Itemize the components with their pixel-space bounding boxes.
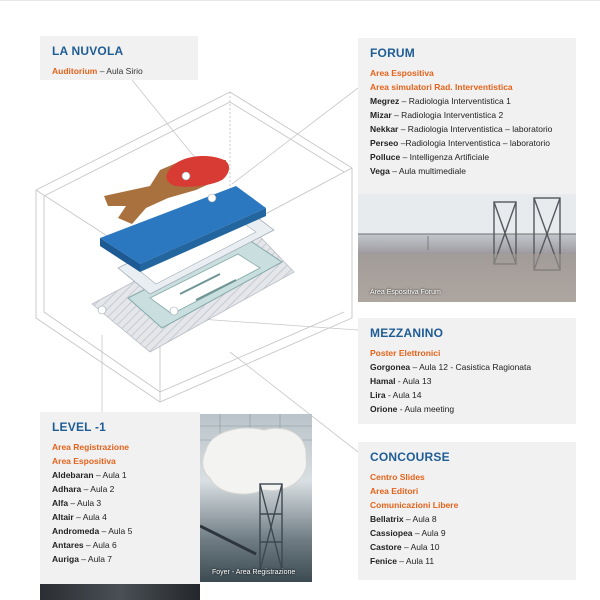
- list-item: Antares – Aula 6: [52, 540, 117, 550]
- list-item: Orione - Aula meeting: [370, 404, 455, 414]
- panel-title: CONCOURSE: [370, 450, 450, 464]
- orange-item: Centro Slides: [370, 472, 425, 482]
- list-item: Gorgonea – Aula 12 - Casistica Ragionata: [370, 362, 532, 372]
- list-item: Adhara – Aula 2: [52, 484, 115, 494]
- orange-item: Area Registrazione: [52, 442, 129, 452]
- photo-bottom-strip: [40, 584, 200, 600]
- panel-concourse: [358, 442, 576, 580]
- orange-item: Area simulatori Rad. Interventistica: [370, 82, 513, 92]
- forum-hall-image: [358, 194, 576, 302]
- list-item: Vega – Aula multimediale: [370, 166, 466, 176]
- list-item: Cassiopea – Aula 9: [370, 528, 446, 538]
- photo-forum: [358, 194, 576, 302]
- list-item: Castore – Aula 10: [370, 542, 440, 552]
- panel-title: MEZZANINO: [370, 326, 444, 340]
- list-item: Nekkar – Radiologia Interventistica – laboratorio: [370, 124, 553, 134]
- list-item: Auriga – Aula 7: [52, 554, 113, 564]
- list-item: Megrez – Radiologia Interventistica 1: [370, 96, 511, 106]
- foyer-cloud-image: [200, 414, 312, 582]
- list-item: Bellatrix – Aula 8: [370, 514, 437, 524]
- orange-label: Auditorium: [52, 66, 98, 76]
- orange-item: Poster Elettronici: [370, 348, 441, 358]
- panel-mezzanino: [358, 318, 576, 424]
- orange-item: Area Espositiva: [370, 68, 434, 78]
- list-item: Fenice – Aula 11: [370, 556, 435, 566]
- photo-caption: Area Espositiva Forum: [370, 289, 441, 296]
- photo-foyer: [200, 414, 312, 582]
- panel-line: [52, 64, 186, 78]
- panel-title: FORUM: [370, 46, 415, 60]
- list-item: Hamal - Aula 13: [370, 376, 432, 386]
- panel-la-nuvola: [40, 36, 198, 80]
- photo-caption: Foyer - Area Registrazione: [212, 569, 296, 576]
- list-item: Alfa – Aula 3: [52, 498, 102, 508]
- list-item: Perseo –Radiologia Interventistica – laboratorio: [370, 138, 551, 148]
- list-item: Altair – Aula 4: [52, 512, 107, 522]
- panel-title: LA NUVOLA: [52, 44, 124, 58]
- list-item: Mizar – Radiologia Interventistica 2: [370, 110, 504, 120]
- line-rest: – Aula Sirio: [97, 66, 143, 76]
- orange-item: Area Espositiva: [52, 456, 116, 466]
- list-item: Polluce – Intelligenza Artificiale: [370, 152, 490, 162]
- list-item: Andromeda – Aula 5: [52, 526, 133, 536]
- list-item: Aldebaran – Aula 1: [52, 470, 127, 480]
- panel-level-minus-1: [40, 412, 200, 584]
- orange-item: Comunicazioni Libere: [370, 500, 459, 510]
- orange-item: Area Editori: [370, 486, 419, 496]
- panel-title: LEVEL -1: [52, 420, 107, 434]
- list-item: Lira - Aula 14: [370, 390, 422, 400]
